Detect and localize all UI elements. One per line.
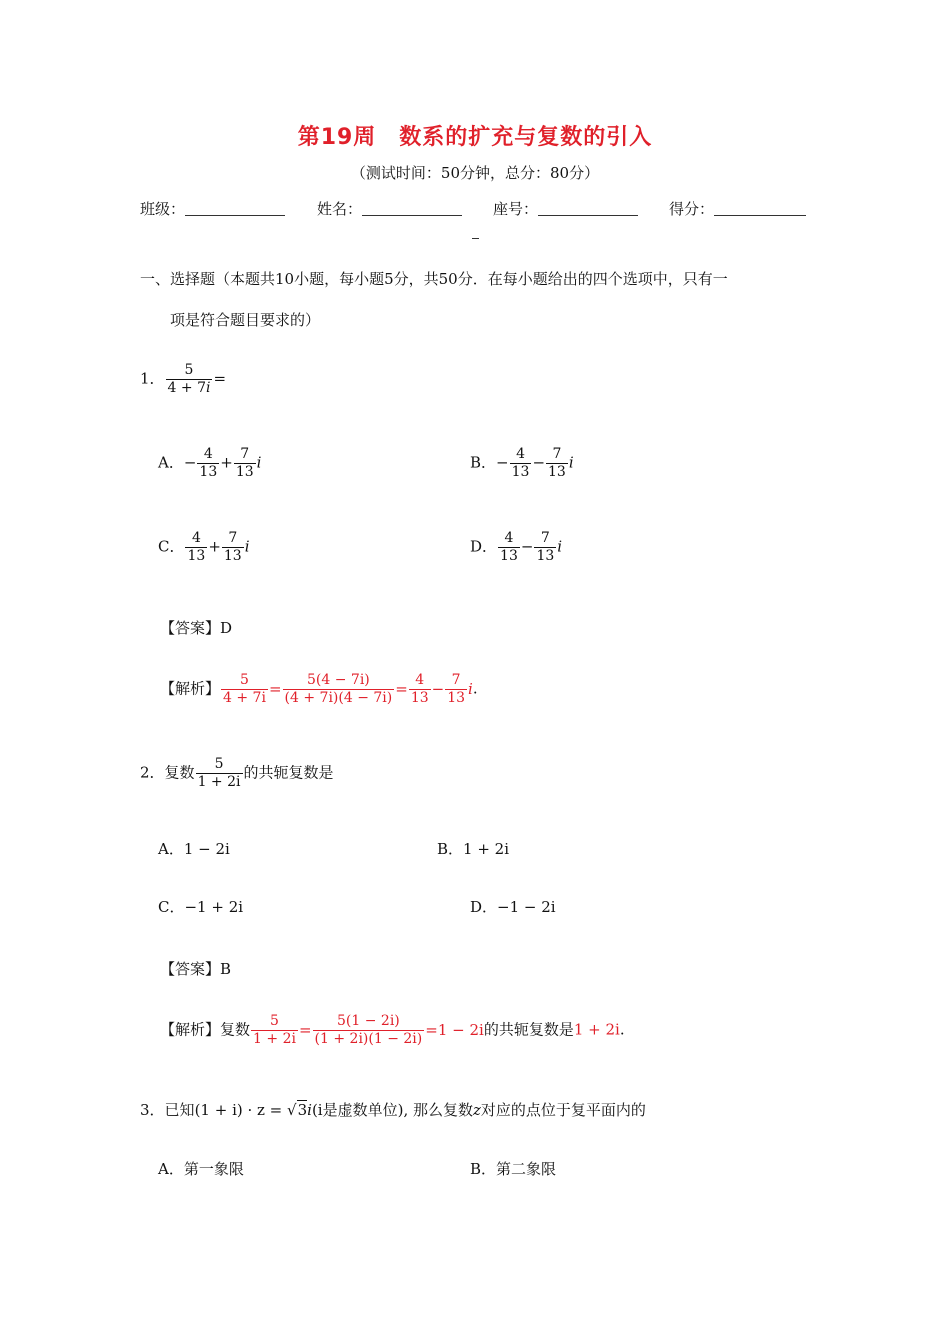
- q1-analysis: 【解析】 $\frac{5}{4 + 7i}$ = $\frac{5(4 - 7i)}{(4 + 7i)(4 - 7i)}$ = $\frac{4}{13}$ − $\frac{7}{13}$ i.: [160, 672, 478, 706]
- fill-line[interactable]: [538, 215, 638, 216]
- answer-value: D: [220, 619, 233, 637]
- question-number: 2．: [140, 763, 165, 782]
- q2-option-d[interactable]: D．−1 − 2i: [470, 898, 556, 916]
- answer-value: B: [220, 960, 232, 978]
- question-3: 3．已知(1 + i) · z = √3i(i是虚数单位), 那么复数z对应的点位于复平面内的: [140, 1101, 646, 1119]
- field-label: 得分：: [669, 200, 715, 218]
- field-label: 姓名：: [317, 200, 363, 218]
- q1-option-d[interactable]: D． $\frac{4}{13}$ − $\frac{7}{13}$ i: [470, 530, 563, 564]
- field-seat: [493, 198, 638, 219]
- stem-fraction: $\frac{5}{4 + 7i}$: [167, 362, 211, 396]
- question-2: 2．复数 $\frac{5}{1 + 2i}$ 的共轭复数是: [140, 756, 334, 790]
- q2-analysis: 【解析】复数 $\frac{5}{1 + 2i}$ = $\frac{5(1 - 2i)}{(1 + 2i)(1 - 2i)}$ =1 − 2i的共轭复数是1 + 2i.: [160, 1013, 625, 1047]
- q1-option-a[interactable]: A．− $\frac{4}{13}$ + $\frac{7}{13}$ i: [158, 446, 262, 480]
- q1-answer: 【答案】D: [160, 619, 233, 637]
- q1-option-c[interactable]: C． $\frac{4}{13}$ + $\frac{7}{13}$ i: [158, 530, 250, 564]
- fill-line[interactable]: [185, 215, 285, 216]
- page-title: 第19周 数系的扩充与复数的引入: [297, 125, 653, 150]
- field-name: [317, 198, 462, 219]
- field-class: [140, 198, 285, 219]
- field-label: 座号：: [493, 200, 539, 218]
- q2-answer: 【答案】B: [160, 960, 232, 978]
- fill-line[interactable]: [362, 215, 462, 216]
- fill-line[interactable]: [714, 215, 806, 216]
- section-heading: 一、选择题（本题共10小题，每小题5分，共50分．在每小题给出的四个选项中，只有一: [140, 270, 728, 288]
- q3-option-a[interactable]: A．第一象限: [158, 1160, 244, 1178]
- q1-option-b[interactable]: B．− $\frac{4}{13}$ − $\frac{7}{13}$ i: [470, 446, 574, 480]
- field-score: [669, 198, 806, 219]
- section-heading-cont: 项是符合题目要求的）: [170, 311, 321, 329]
- question-number: 3．: [140, 1101, 165, 1119]
- page-subtitle: （测试时间：50分钟，总分：80分）: [350, 164, 600, 182]
- question-1: 1． $\frac{5}{4 + 7i}$ =: [140, 362, 227, 396]
- q2-option-b[interactable]: B．1 + 2i: [437, 840, 510, 858]
- stem-fraction: $\frac{5}{1 + 2i}$: [197, 756, 241, 790]
- q2-option-a[interactable]: A．1 − 2i: [158, 840, 230, 858]
- fill-line-overflow: [472, 238, 479, 239]
- question-number: 1．: [140, 369, 165, 388]
- field-label: 班级：: [140, 200, 186, 218]
- q2-option-c[interactable]: C．−1 + 2i: [158, 898, 244, 916]
- q3-option-b[interactable]: B．第二象限: [470, 1160, 557, 1178]
